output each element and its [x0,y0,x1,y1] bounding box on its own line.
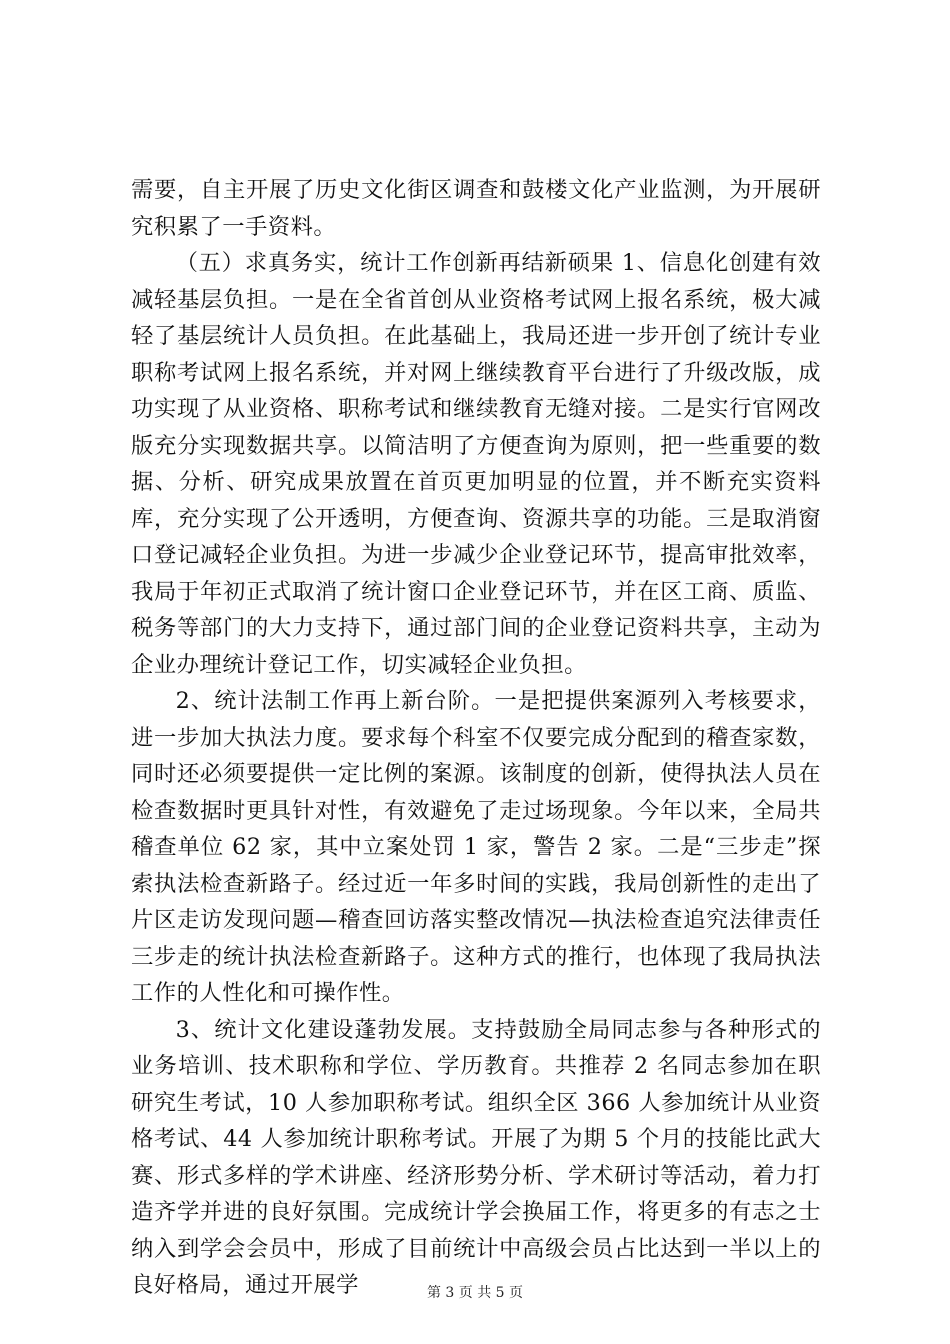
paragraph-continuation: 需要，自主开展了历史文化街区调查和鼓楼文化产业监测，为开展研究积累了一手资料。 [131,177,821,240]
paragraph-legal-system: 2、统计法制工作再上新台阶。一是把提供案源列入考核要求，进一步加大执法力度。要求每个科室不仅要完成分配到的稽查家数，同时还必须要提供一定比例的案源。该制度的创新，使得执法人员在检查数据时更具针对性，有效避免了走过场现象。今年以来，全局共稽查单位 62 家，其中立案处罚 1 家，警告 2 家。二是“三步走”探索执法检查新路子。经过近一年多时间的实践，我局创新性的走出了片区走访发现问题—稽查回访落实整改情况—执法检查追究法律责任三步走的统计执法检查新路子。这种方式的推行，也体现了我局执法工作的人性化和可操作性。 [131,688,821,1006]
paragraph-statistics-culture: 3、统计文化建设蓬勃发展。支持鼓励全局同志参与各种形式的业务培训、技术职称和学位、学历教育。共推荐 2 名同志参加在职研究生考试，10 人参加职称考试。组织全区 366 人参加统计从业资格考试、44 人参加统计职称考试。开展了为期 5 个月的技能比武大赛、形式多样的学术讲座、经济形势分析、学术研讨等活动，着力打造齐学并进的良好氛围。完成统计学会换届工作，将更多的有志之士纳入到学会会员中，形成了目前统计中高级会员占比达到一半以上的良好格局，通过开展学 [131,1016,821,1298]
paragraph-section-five: （五）求真务实，统计工作创新再结新硕果 1、信息化创建有效减轻基层负担。一是在全省首创从业资格考试网上报名系统，极大减轻了基层统计人员负担。在此基础上，我局还进一步开创了统计专业职称考试网上报名系统，并对网上继续教育平台进行了升级改版，成功实现了从业资格、职称考试和继续教育无缝对接。二是实行官网改版充分实现数据共享。以简洁明了方便查询为原则，把一些重要的数据、分析、研究成果放置在首页更加明显的位置，并不断充实资料库，充分实现了公开透明，方便查询、资源共享的功能。三是取消窗口登记减轻企业负担。为进一步减少企业登记环节，提高审批效率，我局于年初正式取消了统计窗口企业登记环节，并在区工商、质监、税务等部门的大力支持下，通过部门间的企业登记资料共享，主动为企业办理统计登记工作，切实减轻企业负担。 [131,250,821,678]
page-number-footer: 第 3 页 共 5 页 [426,1285,524,1301]
document-body [131,172,821,1304]
